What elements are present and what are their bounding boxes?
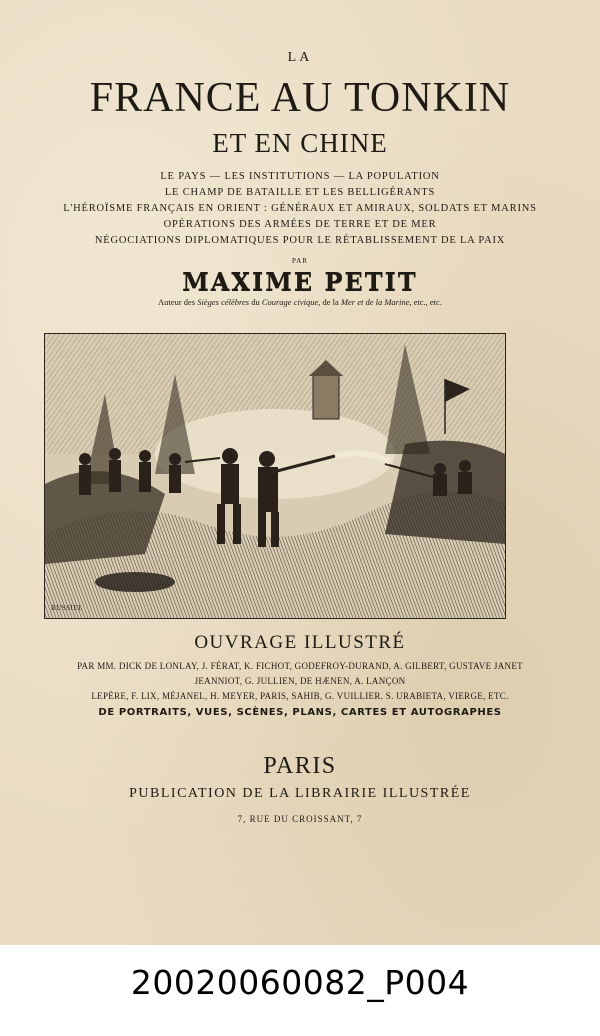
topic-line: LE CHAMP DE BATAILLE ET LES BELLIGÉRANTS [164, 187, 436, 198]
illustrator-line: LEPÈRE, F. LIX, MÉJANEL, H. MEYER, PARIS, SAHIB, G. VUILLIER. S. URABIETA, VIERGE, ETC. [91, 691, 509, 701]
author-credits: Auteur des Sièges célèbres du Courage civique, de la Mer et de la Marine, etc., etc. [158, 297, 442, 307]
subtitle: ET EN CHINE [212, 128, 388, 158]
illustrator-line: PAR MM. DICK DE LONLAY, J. FÉRAT, K. FICHOT, GODEFROY-DURAND, A. GILBERT, GUSTAVE JANET [77, 661, 523, 671]
author-name: MAXIME PETIT [182, 267, 418, 296]
topic-line: OPÉRATIONS DES ARMÉES DE TERRE ET DE MER [163, 219, 437, 230]
illustrated-work-heading: OUVRAGE ILLUSTRÉ [194, 632, 406, 653]
title-article: LA [287, 50, 313, 65]
illustrator-signature: RUSSIEL [51, 604, 83, 612]
topic-line: L'HÉROÏSME FRANÇAIS EN ORIENT : GÉNÉRAUX ET AMIRAUX, SOLDATS ET MARINS [63, 203, 537, 214]
publication-city: PARIS [263, 753, 337, 779]
topic-line: NÉGOCIATIONS DIPLOMATIQUES POUR LE RÉTABLISSEMENT DE LA PAIX [94, 235, 506, 246]
contents-line: DE PORTRAITS, VUES, SCÈNES, PLANS, CARTES ET AUTOGRAPHES [98, 707, 502, 718]
archive-id-caption: 20020060082_P004 [130, 963, 470, 1002]
by-label: PAR [292, 257, 308, 265]
battle-engraving [44, 333, 506, 619]
illustrator-line: JEANNIOT, G. JULLIEN, DE HÆNEN, A. LANÇON [194, 676, 406, 686]
main-title: FRANCE AU TONKIN [89, 75, 511, 121]
engraving-illustration [45, 334, 505, 618]
publisher-name: PUBLICATION DE LA LIBRAIRIE ILLUSTRÉE [129, 786, 471, 801]
topic-line: LE PAYS — LES INSTITUTIONS — LA POPULATION [160, 171, 440, 182]
publisher-address: 7, RUE DU CROISSANT, 7 [237, 814, 363, 824]
